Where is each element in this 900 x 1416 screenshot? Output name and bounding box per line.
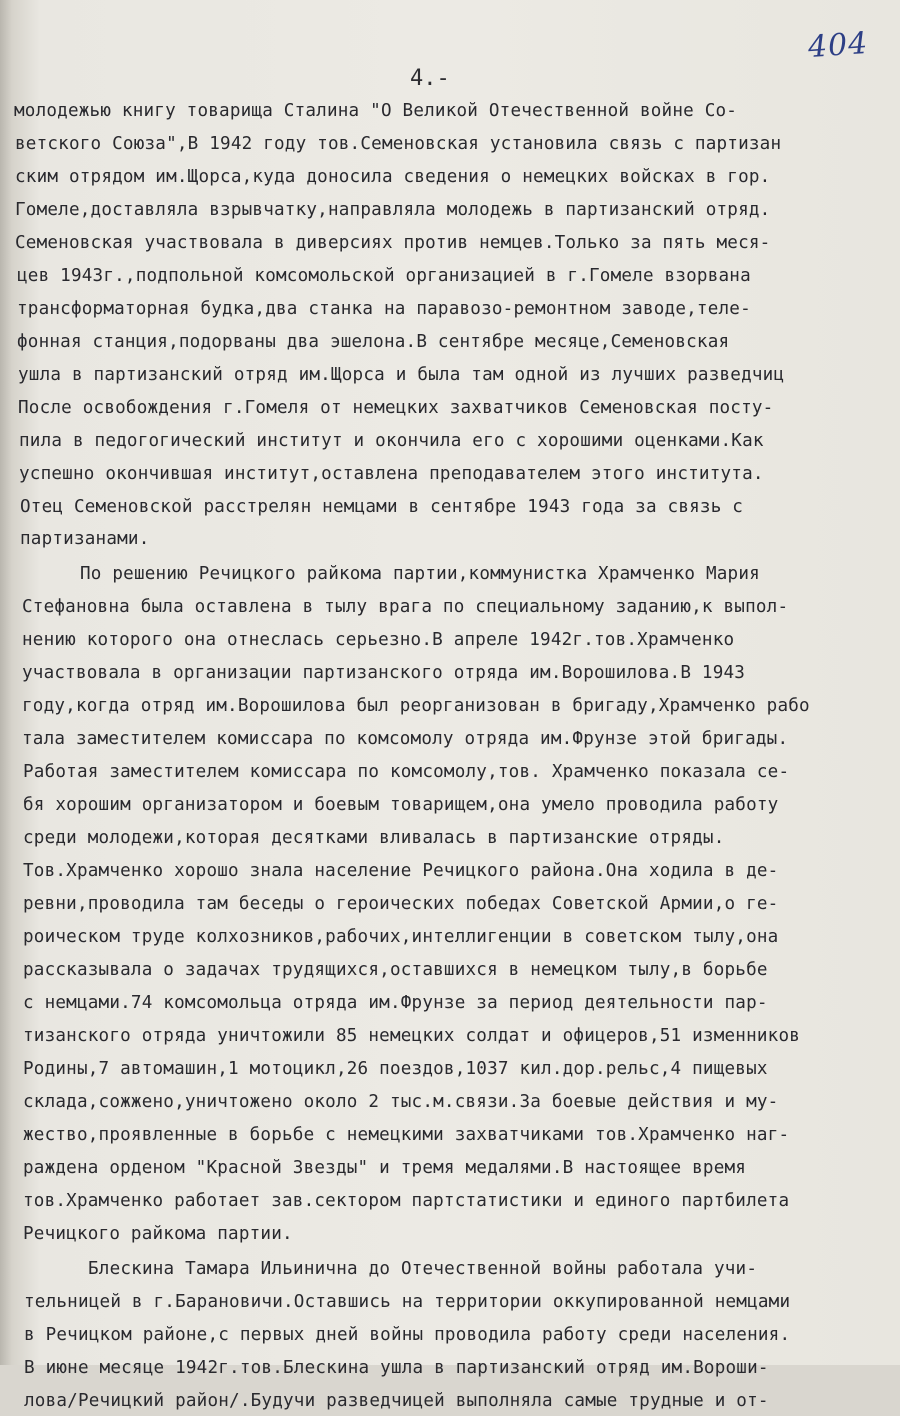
text-line: Тов.Храмченко хорошо знала население Речицкого района.Она ходила в де- — [23, 861, 779, 881]
archive-page-number: 404 — [806, 25, 870, 66]
text-line: фонная станция,подорваны два эшелона.В сентябре месяце,Семеновская — [17, 332, 730, 352]
text-line: Речицкого райкома партии. — [23, 1224, 293, 1244]
text-line: ревни,проводила там беседы о героических победах Советской Армии,о ге- — [23, 894, 779, 914]
typed-text-body — [0, 96, 900, 1411]
text-line: пила в педогогический институт и окончила его с хорошими оценками.Как — [19, 431, 764, 451]
text-line: рассказывала о задачах трудящихся,оставшихся в немецком тылу,в борьбе — [23, 960, 768, 980]
text-line: участвовала в организации партизанского отряда им.Ворошилова.В 1943 — [22, 663, 746, 683]
text-line: жество,проявленные в борьбе с немецкими захватчиками тов.Храмченко наг- — [23, 1125, 790, 1145]
text-line: По решению Речицкого райкома партии,коммунистка Храмченко Мария — [80, 564, 760, 584]
text-line: раждена орденом "Красной Звезды" и тремя медалями.В настоящее время — [23, 1158, 747, 1178]
text-line: тала заместителем комиссара по комсомолу отряда им.Фрунзе этой бригады. — [22, 729, 789, 749]
text-line: ветского Союза",В 1942 году тов.Семеновская установила связь с партизан — [15, 134, 782, 154]
text-line: тов.Храмченко работает зав.сектором партстатистики и единого партбилета — [23, 1191, 790, 1211]
text-line: молодежью книгу товарища Сталина "О Великой Отечественной войне Со- — [14, 101, 738, 121]
text-line: тизанского отряда уничтожили 85 немецких солдат и офицеров,51 изменников — [23, 1026, 801, 1046]
text-line: В июне месяце 1942г.тов.Блескина ушла в партизанский отряд им.Вороши- — [24, 1358, 769, 1378]
text-line: бя хорошим организатором и боевым товарищем,она умело проводила работу — [23, 795, 779, 815]
text-line: склада,сожжено,уничтожено около 2 тыс.м.связи.За боевые действия и му- — [23, 1092, 779, 1112]
text-line: лова/Речицкий район/.Будучи разведчицей выполняла самые трудные и от- — [24, 1391, 769, 1411]
text-line: партизанами. — [20, 529, 150, 549]
text-line: нению которого она отнеслась серьезно.В апреле 1942г.тов.Храмченко — [22, 630, 735, 650]
text-line: году,когда отряд им.Ворошилова был реорганизован в бригаду,Храмченко рабо — [22, 696, 810, 716]
text-line: трансформаторная будка,два станка на паравозо-ремонтном заводе,теле- — [17, 299, 751, 319]
text-line: успешно окончившая институт,оставлена преподавателем этого института. — [19, 464, 764, 484]
page-number: 4.- — [410, 66, 450, 91]
text-line: цев 1943г.,подпольной комсомольской организацией в г.Гомеле взорвана — [17, 266, 751, 286]
text-line: После освобождения г.Гомеля от немецких захватчиков Семеновская посту- — [18, 398, 774, 418]
text-line: ским отрядом им.Щорса,куда доносила сведения о немецких войсках в гор. — [15, 167, 771, 187]
text-line: Гомеле,доставляла взрывчатку,направляла молодежь в партизанский отряд. — [15, 200, 771, 220]
text-line: Стефановна была оставлена в тылу врага по специальному заданию,к выпол- — [22, 597, 789, 617]
text-line: Блескина Тамара Ильинична до Отечественной войны работала учи- — [88, 1259, 758, 1279]
text-line: Работая заместителем комиссара по комсомолу,тов. Храмченко показала се- — [23, 762, 790, 782]
text-line: тельницей в г.Барановичи.Оставшись на территории оккупированной немцами — [24, 1292, 791, 1312]
text-line: среди молодежи,которая десятками вливалась в партизанские отряды. — [23, 828, 725, 848]
text-line: ушла в партизанский отряд им.Щорса и была там одной из лучших разведчиц — [18, 365, 785, 385]
text-line: роическом труде колхозников,рабочих,интеллигенции в советском тылу,она — [23, 927, 779, 947]
text-line: Родины,7 автомашин,1 мотоцикл,26 поездов,1037 кил.дор.рельс,4 пищевых — [23, 1059, 768, 1079]
text-line: с немцами.74 комсомольца отряда им.Фрунзе за период деятельности пар- — [23, 993, 768, 1013]
text-line: Семеновская участвовала в диверсиях против немцев.Только за пять меся- — [15, 233, 771, 253]
text-line: в Речицком районе,с первых дней войны проводила работу среди населения. — [24, 1325, 791, 1345]
text-line: Отец Семеновской расстрелян немцами в сентябре 1943 года за связь с — [20, 497, 744, 517]
